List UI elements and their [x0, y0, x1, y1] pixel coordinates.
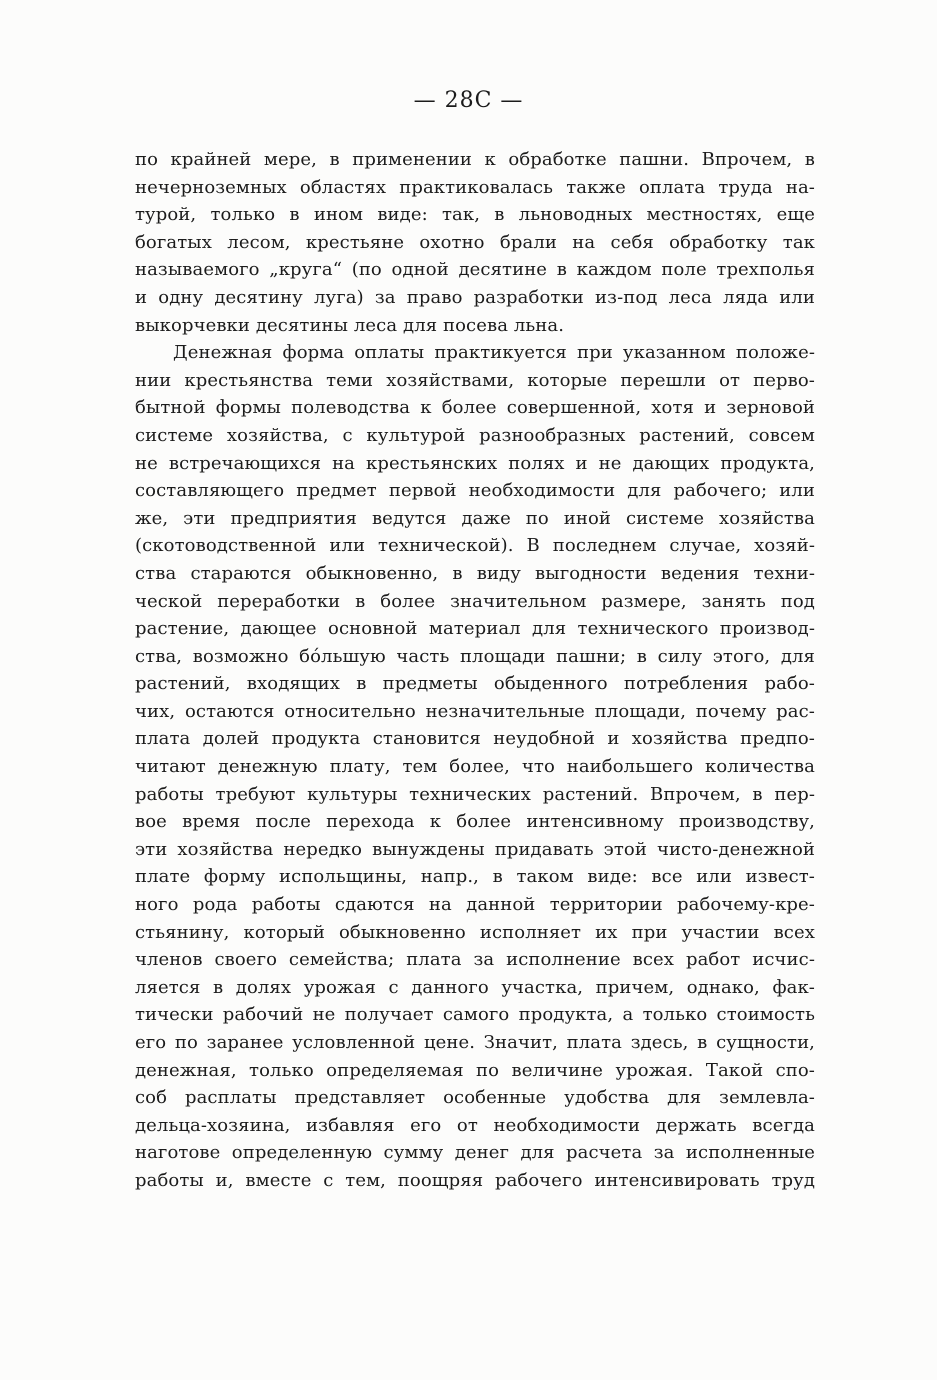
page-number: — 28С —: [413, 88, 524, 113]
text-line: богатых лесом, крестьяне охотно брали на себя обработку так: [135, 231, 815, 253]
text-line: составляющего предмет первой необходимости для рабочего; или: [135, 480, 815, 502]
text-line: стьянину, который обыкновенно исполняет их при участии всех: [135, 921, 815, 943]
text-line: и одну десятину луга) за право разработки из-под леса ляда или: [135, 286, 815, 308]
text-line: ляется в долях урожая с данного участка, причем, однако, фак-: [135, 976, 815, 998]
text-line: бытной формы полеводства к более совершенной, хотя и зерновой: [135, 397, 815, 419]
paragraph-first-line: Денежная форма оплаты практикуется при указанном положе-: [173, 342, 815, 364]
text-line: денежная, только определяемая по величине урожая. Такой спо-: [135, 1059, 815, 1081]
body-text: [135, 146, 815, 1195]
text-line: членов своего семейства; плата за исполнение всех работ исчис-: [135, 949, 815, 971]
text-line: ного рода работы сдаются на данной территории рабочему-кре-: [135, 894, 815, 916]
text-line: растений, входящих в предметы обыденного потребления рабо-: [135, 673, 815, 695]
text-line: ческой переработки в более значительном размере, занять под: [135, 590, 815, 612]
text-line: работы и, вместе с тем, поощряя рабочего интенсивировать труд: [135, 1169, 815, 1191]
text-line: читают денежную плату, тем более, что наибольшего количества: [135, 756, 815, 778]
paragraph-end-line: выкорчевки десятины леса для посева льна.: [135, 314, 565, 336]
text-line: эти хозяйства нередко вынуждены придавать этой чисто-денежной: [135, 838, 815, 860]
text-line: ства, возможно бо́льшую часть площади пашни; в силу этого, для: [135, 645, 815, 667]
text-line: его по заранее условленной цене. Значит, плата здесь, в сущности,: [135, 1032, 815, 1053]
text-line: наготове определенную сумму денег для расчета за исполненные: [135, 1142, 815, 1164]
text-line: дельца-хозяина, избавляя его от необходимости держать всегда: [135, 1114, 815, 1136]
text-line: вое время после перехода к более интенсивному производству,: [135, 811, 815, 833]
text-line: работы требуют культуры технических растений. Впрочем, в пер-: [135, 783, 815, 805]
text-line: системе хозяйства, с культурой разнообразных растений, совсем: [135, 424, 815, 446]
text-line: плате форму испольщины, напр., в таком виде: все или извест-: [135, 866, 815, 888]
text-line: плата долей продукта становится неудобной и хозяйства предпо-: [135, 728, 815, 750]
text-line: растение, дающее основной материал для технического производ-: [135, 618, 815, 640]
text-line: по крайней мере, в применении к обработке пашни. Впрочем, в: [135, 149, 815, 170]
text-line: не встречающихся на крестьянских полях и не дающих продукта,: [135, 452, 815, 474]
text-line: нии крестьянства теми хозяйствами, которые перешли от перво-: [135, 369, 815, 391]
text-line: (скотоводственной или технической). В последнем случае, хозяй-: [135, 535, 815, 557]
text-line: чих, остаются относительно незначительные площади, почему рас-: [135, 700, 815, 722]
text-line: называемого „круга“ (по одной десятине в каждом поле трехполья: [135, 259, 815, 281]
text-line: нечерноземных областях практиковалась также оплата труда на-: [135, 176, 815, 198]
text-line: турой, только в ином виде: так, в льноводных местностях, еще: [135, 204, 815, 226]
text-line: же, эти предприятия ведутся даже по иной системе хозяйства: [135, 507, 815, 529]
text-line: соб расплаты представляет особенные удобства для землевла-: [135, 1087, 815, 1109]
text-line: тически рабочий не получает самого продукта, а только стоимость: [135, 1004, 815, 1026]
text-line: ства стараются обыкновенно, в виду выгодности ведения техни-: [135, 562, 815, 584]
